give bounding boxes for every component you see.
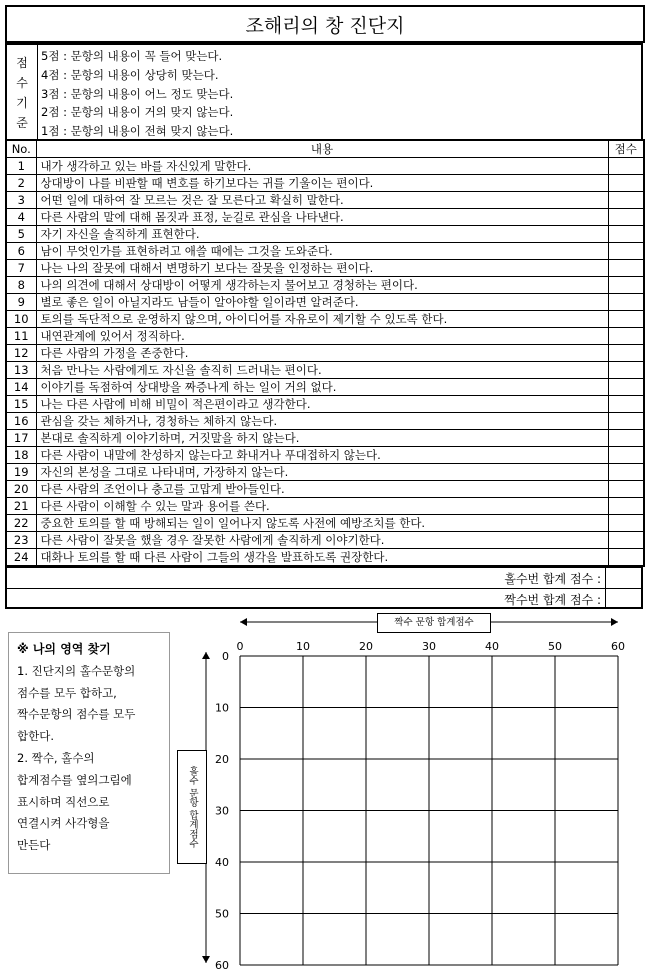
instruction-line: 연결시켜 사각형을 <box>17 816 110 831</box>
row-text: 처음 만나는 사람에게도 자신을 솔직히 드러내는 편이다. <box>36 362 608 379</box>
row-text: 관심을 갖는 체하거나, 경청하는 체하지 않는다. <box>36 413 608 430</box>
row-text: 남이 무엇인가를 표현하려고 애쓸 때에는 그것을 도와준다. <box>36 243 608 260</box>
y-tick-label: 30 <box>215 804 229 818</box>
row-text: 내연관계에 있어서 정직하다. <box>36 328 608 345</box>
x-tick-label: 30 <box>422 640 436 653</box>
header-content: 내용 <box>36 140 608 158</box>
instruction-line: 만든다 <box>17 838 51 853</box>
header-score: 점수 <box>608 140 644 158</box>
row-number: 12 <box>6 345 36 362</box>
grid-lines <box>240 656 618 965</box>
row-number: 17 <box>6 430 36 447</box>
y-tick-label: 20 <box>215 753 229 766</box>
row-number: 3 <box>6 192 36 209</box>
row-text: 자신의 본성을 그대로 나타내며, 가장하지 않는다. <box>36 464 608 481</box>
criteria-line: 1점 : 문항의 내용이 전혀 맞지 않는다. <box>41 124 234 139</box>
row-number: 21 <box>6 498 36 515</box>
criteria-label-char: 준 <box>16 116 28 130</box>
row-text: 다른 사람의 조언이나 충고를 고맙게 받아들인다. <box>36 481 608 498</box>
instruction-line: 짝수문항의 점수를 모두 <box>17 707 136 722</box>
row-number: 14 <box>6 379 36 396</box>
row-number: 19 <box>6 464 36 481</box>
instruction-line: 2. 짝수, 홀수의 <box>17 750 95 765</box>
row-text: 나는 나의 잘못에 대해서 변명하기 보다는 잘못을 인정하는 편이다. <box>36 260 608 277</box>
instruction-line: 표시하며 직선으로 <box>17 794 110 809</box>
criteria-line: 3점 : 문항의 내용이 어느 정도 맞는다. <box>41 86 234 101</box>
row-number: 1 <box>6 158 36 175</box>
row-number: 20 <box>6 481 36 498</box>
x-tick-label: 10 <box>296 640 310 653</box>
page-title: 조해리의 창 진단지 <box>5 5 645 43</box>
x-tick-label: 40 <box>485 640 499 653</box>
row-number: 7 <box>6 260 36 277</box>
y-tick-label: 60 <box>215 959 229 972</box>
row-text: 중요한 토의를 할 때 방해되는 일이 일어나지 않도록 사전에 예방조치를 한다. <box>36 515 608 532</box>
header-no: No. <box>6 140 36 158</box>
row-text: 상대방이 나를 비판할 때 변호를 하기보다는 귀를 기울이는 편이다. <box>36 175 608 192</box>
y-tick-label: 40 <box>215 856 229 869</box>
row-text: 대화나 토의를 할 때 다른 사람이 그들의 생각을 발표하도록 권장한다. <box>36 549 608 567</box>
row-text: 다른 사람의 말에 대해 몸짓과 표정, 눈길로 관심을 나타낸다. <box>36 209 608 226</box>
instruction-line: 합계점수를 옆의그림에 <box>17 772 132 787</box>
row-number: 22 <box>6 515 36 532</box>
row-number: 16 <box>6 413 36 430</box>
criteria-line: 4점 : 문항의 내용이 상당히 맞는다. <box>41 67 219 82</box>
x-tick-label: 60 <box>611 640 625 653</box>
y-tick-label: 50 <box>215 907 229 921</box>
row-text: 본대로 솔직하게 이야기하며, 거짓말을 하지 않는다. <box>36 430 608 447</box>
x-tick-label: 0 <box>236 640 244 653</box>
row-text: 다른 사람의 가정을 존중한다. <box>36 345 608 362</box>
row-number: 10 <box>6 311 36 328</box>
row-text: 다른 사람이 잘못을 했을 경우 잘못한 사람에게 솔직하게 이야기한다. <box>36 532 608 549</box>
row-number: 23 <box>6 532 36 549</box>
row-number: 4 <box>6 209 36 226</box>
instruction-line: 점수를 모두 합하고, <box>17 685 117 700</box>
y-tick-label: 10 <box>215 701 229 715</box>
row-text: 별로 좋은 일이 아닐지라도 남들이 알아야할 일이라면 알려준다. <box>36 294 608 311</box>
row-number: 15 <box>6 396 36 413</box>
criteria-label-char: 점 <box>16 56 28 70</box>
row-text: 다른 사람이 이해할 수 있는 말과 용어를 쓴다. <box>36 498 608 515</box>
row-text: 내가 생각하고 있는 바를 자신있게 말한다. <box>36 158 608 175</box>
row-text: 나의 의견에 대해서 상대방이 어떻게 생각하는지 물어보고 경청하는 편이다. <box>36 277 608 294</box>
row-number: 6 <box>6 243 36 260</box>
row-number: 5 <box>6 226 36 243</box>
x-tick-label: 50 <box>548 640 562 653</box>
row-text: 토의를 독단적으로 운영하지 않으며, 아이디어를 자유로이 제기할 수 있도록 한다. <box>36 311 608 328</box>
odd-sum-label: 홀수번 합계 점수 : <box>504 572 601 586</box>
row-text: 어떤 일에 대하여 잘 모르는 것은 잘 모른다고 확실히 말한다. <box>36 192 608 209</box>
even-sum-label: 짝수번 합계 점수 : <box>504 593 601 607</box>
instruction-line: 합한다. <box>17 729 54 744</box>
criteria-label-char: 기 <box>16 96 28 110</box>
criteria-label-char: 수 <box>16 76 28 90</box>
instruction-line: 1. 진단지의 홀수문항의 <box>17 663 136 678</box>
row-number: 11 <box>6 328 36 345</box>
row-number: 2 <box>6 175 36 192</box>
criteria-line: 5점 : 문항의 내용이 꼭 들어 맞는다. <box>41 49 223 63</box>
instructions-heading: ※ 나의 영역 찾기 <box>17 642 111 656</box>
row-number: 13 <box>6 362 36 379</box>
y-tick-label: 0 <box>222 650 229 663</box>
row-number: 8 <box>6 277 36 294</box>
row-text: 이야기를 독점하여 상대방을 짜증나게 하는 일이 거의 없다. <box>36 379 608 396</box>
y-tick-labels <box>215 650 229 972</box>
criteria-line: 2점 : 문항의 내용이 거의 맞지 않는다. <box>41 105 234 120</box>
x-axis-label: 짝수 문항 합계점수 <box>377 613 491 633</box>
row-text: 다른 사람이 내말에 찬성하지 않는다고 화내거나 푸대접하지 않는다. <box>36 447 608 464</box>
row-number: 9 <box>6 294 36 311</box>
row-text: 자기 자신을 솔직하게 표현한다. <box>36 226 608 243</box>
y-axis-label-box <box>177 750 207 864</box>
x-tick-label: 20 <box>359 640 373 653</box>
x-tick-labels <box>237 640 626 653</box>
row-number: 24 <box>6 549 36 567</box>
y-axis-label: 홀수 문항 합계점수 <box>187 765 198 849</box>
row-text: 나는 다른 사람에 비해 비밀이 적은편이라고 생각한다. <box>36 396 608 413</box>
row-number: 18 <box>6 447 36 464</box>
